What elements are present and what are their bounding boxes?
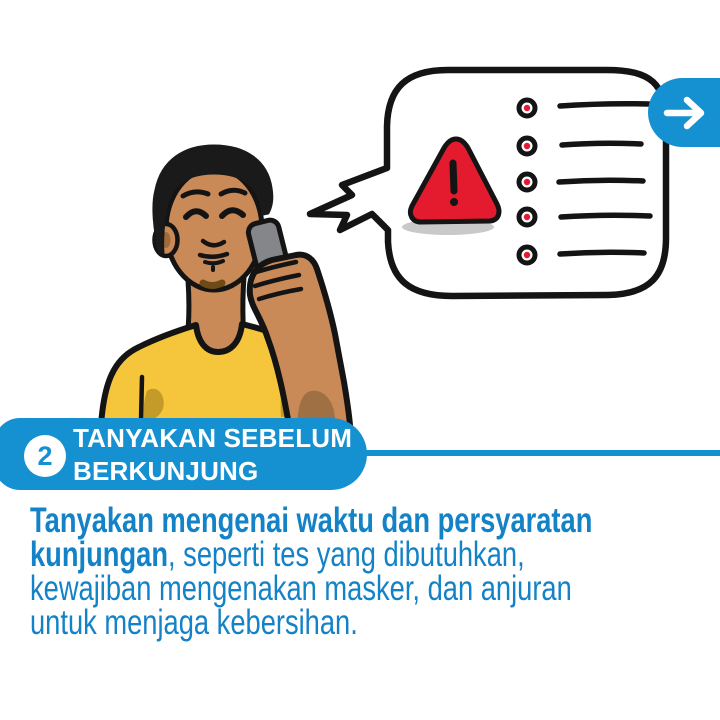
step-title-line1: TANYAKAN SEBELUM [73, 423, 353, 453]
arrow-right-icon [656, 88, 712, 138]
person-on-phone [101, 146, 350, 425]
sleeve-seam [141, 377, 142, 421]
step-title [73, 422, 352, 488]
description-line: kewajiban mengenakan masker, dan anjuran [30, 569, 572, 608]
step-number-badge [24, 435, 66, 477]
exclamation-dot [450, 198, 458, 206]
step-title-line2: BERKUNJUNG [73, 456, 259, 486]
speech-bubble [310, 70, 666, 296]
next-button[interactable] [648, 78, 720, 147]
step-number: 2 [37, 440, 53, 471]
description-line: untuk menjaga kebersihan. [30, 603, 358, 642]
description-text [30, 501, 709, 642]
step-banner [0, 418, 367, 490]
description-line: kunjungan, seperti tes yang dibutuhkan, [30, 535, 525, 574]
divider-line [350, 450, 720, 456]
description-line: Tanyakan mengenai waktu dan persyaratan [30, 501, 593, 540]
exclamation-bar [453, 163, 454, 191]
